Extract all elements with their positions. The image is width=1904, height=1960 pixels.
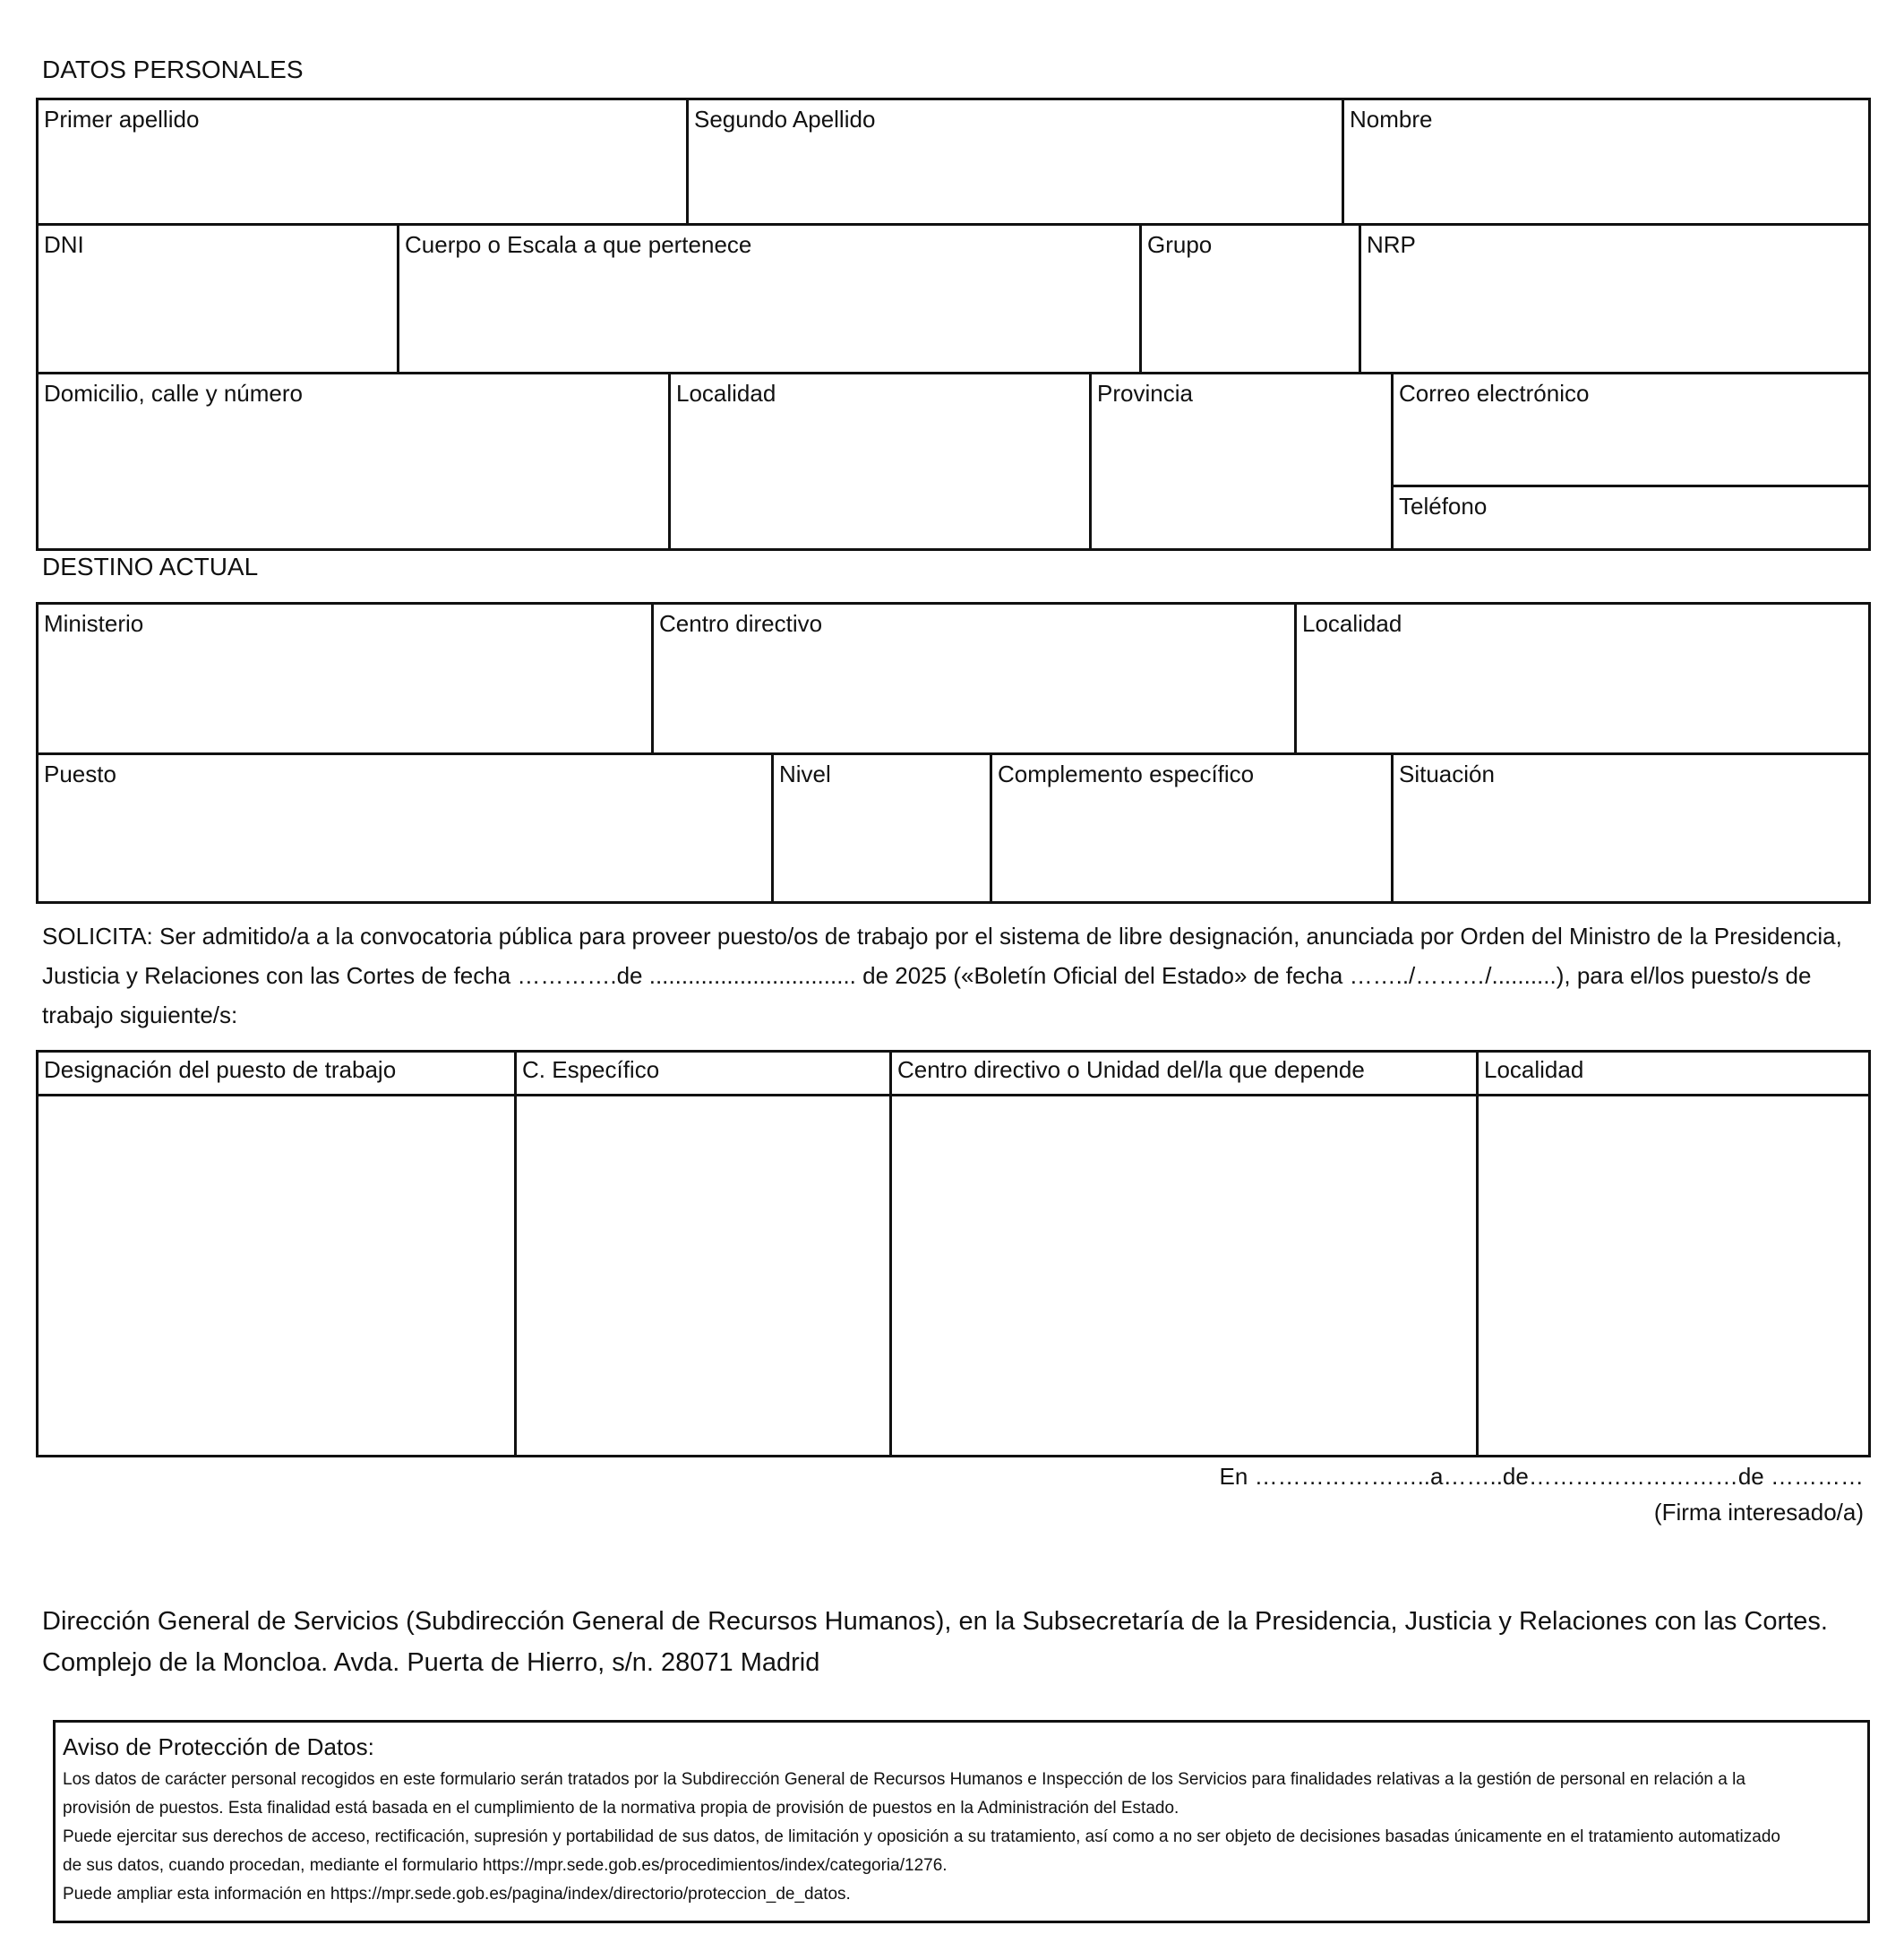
header-post-designation: Designación del puesto de trabajo (44, 1056, 397, 1083)
second-surname-label: Segundo Apellido (694, 106, 876, 133)
header-directive-center-unit: Centro directivo o Unidad del/la que depende (897, 1056, 1365, 1083)
address-line-1: Dirección General de Servicios (Subdirección General de Recursos Humanos), en la Subsecretaría de la Presidencia, Justicia y Relaciones con las Cortes. (42, 1607, 1828, 1636)
request-paragraph (42, 916, 1878, 1035)
phone-field[interactable] (1394, 487, 1868, 548)
address-field[interactable] (39, 374, 668, 548)
post-label: Puesto (44, 761, 116, 787)
directive-center-unit-input[interactable] (892, 1096, 1476, 1455)
current-destination-grid (36, 602, 1871, 904)
locality-field[interactable] (671, 374, 1090, 548)
corps-label: Cuerpo o Escala a que pertenece (405, 231, 752, 258)
request-line-1: SOLICITA: Ser admitido/a a la convocatoria pública para proveer puesto/os de trabajo por el sistema de libre designación, anunciada por Orden del Ministro de la Presidencia, (42, 923, 1842, 950)
section-title-personal-data: DATOS PERSONALES (42, 56, 304, 83)
ministry-label: Ministerio (44, 610, 144, 637)
specific-complement-field[interactable] (992, 755, 1392, 901)
name-field[interactable] (1344, 100, 1868, 223)
signature-label: (Firma interesado/a) (1653, 1499, 1864, 1526)
province-field[interactable] (1092, 374, 1392, 548)
destination-locality-label: Localidad (1302, 610, 1402, 637)
dni-label: DNI (44, 231, 84, 258)
locality-label: Localidad (676, 380, 776, 407)
first-surname-label: Primer apellido (44, 106, 200, 133)
privacy-notice (53, 1720, 1870, 1923)
group-field[interactable] (1142, 226, 1359, 372)
post-field[interactable] (39, 755, 771, 901)
section-title-current-destination: DESTINO ACTUAL (42, 553, 259, 580)
table-header (39, 1053, 514, 1094)
request-line-2: Justicia y Relaciones con las Cortes de fecha ………….de ................................ de 2025 («Boletín Oficial del Estado» de fecha ……../………/..........), para el/los puesto/s de (42, 962, 1812, 989)
privacy-line: Puede ejercitar sus derechos de acceso, rectificación, supresión y portabilidad de sus datos, de limitación y oposición a su tratamiento, así como a no ser objeto de decisiones basadas únicamente en el tratamiento automatizado (63, 1827, 1780, 1846)
address-label: Domicilio, calle y número (44, 380, 303, 407)
directive-center-field[interactable] (654, 605, 1295, 752)
header-specific-complement: C. Específico (522, 1056, 660, 1083)
request-line-3: trabajo siguiente/s: (42, 1001, 238, 1028)
email-field[interactable] (1394, 374, 1868, 485)
privacy-line: Puede ampliar esta información en https://mpr.sede.gob.es/pagina/index/directorio/proteccion_de_datos. (63, 1885, 851, 1904)
personal-data-grid (36, 98, 1871, 551)
privacy-line: de sus datos, cuando procedan, mediante el formulario https://mpr.sede.gob.es/procedimientos/index/categoria/1276. (63, 1856, 948, 1875)
second-surname-field[interactable] (689, 100, 1342, 223)
table-header (1479, 1053, 1868, 1094)
specific-complement-input[interactable] (517, 1096, 889, 1455)
header-locality: Localidad (1484, 1056, 1584, 1083)
group-label: Grupo (1147, 231, 1213, 258)
situation-field[interactable] (1394, 755, 1868, 901)
email-label: Correo electrónico (1399, 380, 1590, 407)
privacy-title: Aviso de Protección de Datos: (63, 1733, 374, 1760)
name-label: Nombre (1350, 106, 1433, 133)
destination-locality-field[interactable] (1297, 605, 1868, 752)
table-header (892, 1053, 1478, 1094)
privacy-line: Los datos de carácter personal recogidos en este formulario serán tratados por la Subdirección General de Recursos Humanos e Inspección de los Servicios para finalidades relativas a la gestión de personal en relación a la (63, 1770, 1745, 1789)
corps-field[interactable] (399, 226, 1139, 372)
province-label: Provincia (1097, 380, 1193, 407)
first-surname-field[interactable] (39, 100, 689, 223)
requested-posts-table (36, 1050, 1871, 1457)
situation-label: Situación (1399, 761, 1495, 787)
dni-field[interactable] (39, 226, 397, 372)
privacy-line: provisión de puestos. Esta finalidad está basada en el cumplimiento de la normativa propia de provisión de puestos en la Administración del Estado. (63, 1799, 1179, 1818)
nrp-label: NRP (1367, 231, 1416, 258)
level-field[interactable] (774, 755, 991, 901)
level-label: Nivel (779, 761, 831, 787)
directive-center-label: Centro directivo (659, 610, 823, 637)
place-date-line: En …………………..a……..de………………………de ………… (1219, 1463, 1864, 1490)
address-line-2: Complejo de la Moncloa. Avda. Puerta de Hierro, s/n. 28071 Madrid (42, 1648, 820, 1677)
table-header (517, 1053, 890, 1094)
ministry-field[interactable] (39, 605, 651, 752)
nrp-field[interactable] (1361, 226, 1868, 372)
phone-label: Teléfono (1399, 493, 1488, 520)
specific-complement-label: Complemento específico (998, 761, 1255, 787)
locality-input[interactable] (1479, 1096, 1868, 1455)
post-designation-input[interactable] (39, 1096, 514, 1455)
